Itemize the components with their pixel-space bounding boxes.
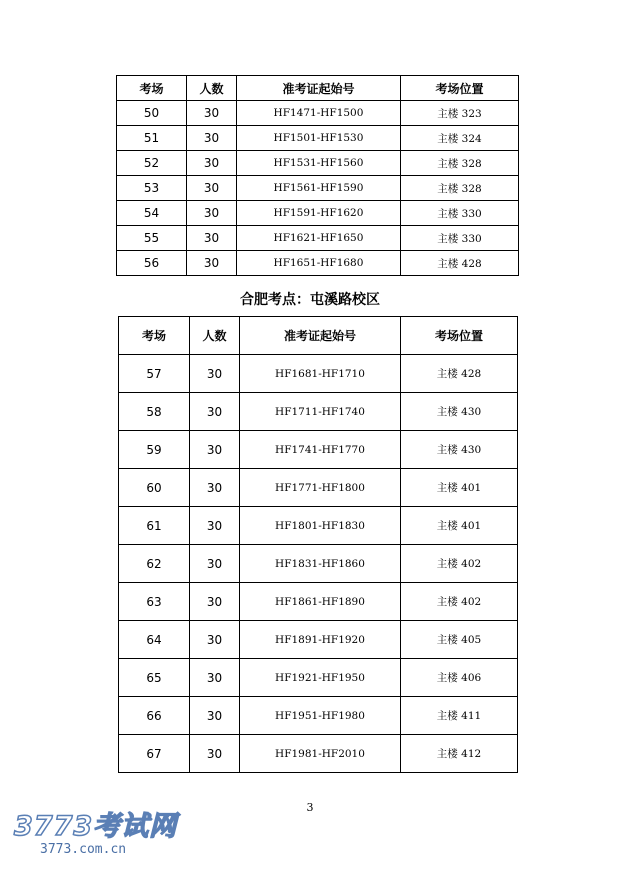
room-cell: 56	[117, 251, 187, 276]
ticket-range-cell: HF1981-HF2010	[240, 735, 401, 773]
room-cell: 52	[117, 151, 187, 176]
location-cell: 主楼 430	[401, 393, 518, 431]
ticket-range-cell: HF1711-HF1740	[240, 393, 401, 431]
table-row	[117, 101, 519, 126]
table-row	[119, 469, 518, 507]
location-cell: 主楼 428	[401, 355, 518, 393]
count-cell: 30	[190, 355, 240, 393]
table-row	[119, 507, 518, 545]
ticket-range-cell: HF1831-HF1860	[240, 545, 401, 583]
room-cell: 55	[117, 226, 187, 251]
count-cell: 30	[190, 469, 240, 507]
location-cell: 主楼 430	[401, 431, 518, 469]
table-row	[119, 583, 518, 621]
location-cell: 主楼 330	[401, 226, 519, 251]
watermark-logo	[14, 812, 177, 858]
room-cell: 53	[117, 176, 187, 201]
location-cell: 主楼 405	[401, 621, 518, 659]
room-cell: 67	[119, 735, 190, 773]
room-cell: 61	[119, 507, 190, 545]
count-cell: 30	[187, 201, 237, 226]
count-cell: 30	[190, 659, 240, 697]
room-cell: 58	[119, 393, 190, 431]
room-cell: 66	[119, 697, 190, 735]
ticket-range-cell: HF1651-HF1680	[237, 251, 401, 276]
count-cell: 30	[190, 545, 240, 583]
room-cell: 54	[117, 201, 187, 226]
table-row	[119, 355, 518, 393]
location-cell: 主楼 428	[401, 251, 519, 276]
location-cell: 主楼 406	[401, 659, 518, 697]
table-row	[117, 151, 519, 176]
table-row	[119, 545, 518, 583]
header-count: 人数	[187, 76, 237, 101]
count-cell: 30	[187, 226, 237, 251]
header-room: 考场	[117, 76, 187, 101]
room-cell: 51	[117, 126, 187, 151]
count-cell: 30	[190, 735, 240, 773]
room-cell: 50	[117, 101, 187, 126]
room-cell: 65	[119, 659, 190, 697]
location-cell: 主楼 324	[401, 126, 519, 151]
count-cell: 30	[187, 176, 237, 201]
ticket-range-cell: HF1801-HF1830	[240, 507, 401, 545]
table-row	[119, 735, 518, 773]
table-row	[117, 201, 519, 226]
count-cell: 30	[190, 583, 240, 621]
count-cell: 30	[190, 431, 240, 469]
ticket-range-cell: HF1531-HF1560	[237, 151, 401, 176]
location-cell: 主楼 402	[401, 583, 518, 621]
ticket-range-cell: HF1891-HF1920	[240, 621, 401, 659]
table-row	[119, 697, 518, 735]
room-cell: 60	[119, 469, 190, 507]
table-row	[117, 251, 519, 276]
count-cell: 30	[190, 507, 240, 545]
ticket-range-cell: HF1471-HF1500	[237, 101, 401, 126]
location-cell: 主楼 328	[401, 176, 519, 201]
room-cell: 63	[119, 583, 190, 621]
ticket-range-cell: HF1561-HF1590	[237, 176, 401, 201]
exam-room-table-1	[116, 75, 519, 276]
location-cell: 主楼 412	[401, 735, 518, 773]
table-row	[117, 176, 519, 201]
room-cell: 57	[119, 355, 190, 393]
room-cell: 62	[119, 545, 190, 583]
ticket-range-cell: HF1921-HF1950	[240, 659, 401, 697]
ticket-range-cell: HF1771-HF1800	[240, 469, 401, 507]
header-location: 考场位置	[401, 317, 518, 355]
ticket-range-cell: HF1621-HF1650	[237, 226, 401, 251]
count-cell: 30	[190, 393, 240, 431]
count-cell: 30	[187, 251, 237, 276]
count-cell: 30	[187, 151, 237, 176]
header-location: 考场位置	[401, 76, 519, 101]
location-cell: 主楼 401	[401, 469, 518, 507]
header-room: 考场	[119, 317, 190, 355]
ticket-range-cell: HF1861-HF1890	[240, 583, 401, 621]
watermark-main-text: 3773考试网	[14, 811, 178, 842]
location-cell: 主楼 411	[401, 697, 518, 735]
table-row	[117, 226, 519, 251]
header-ticket-range: 准考证起始号	[240, 317, 401, 355]
count-cell: 30	[187, 101, 237, 126]
location-cell: 主楼 323	[401, 101, 519, 126]
table-row	[119, 431, 518, 469]
ticket-range-cell: HF1591-HF1620	[237, 201, 401, 226]
location-cell: 主楼 328	[401, 151, 519, 176]
room-cell: 64	[119, 621, 190, 659]
table-body-1	[117, 101, 519, 276]
page-number: 3	[306, 801, 314, 814]
count-cell: 30	[187, 126, 237, 151]
ticket-range-cell: HF1951-HF1980	[240, 697, 401, 735]
table-header-row	[117, 76, 519, 101]
exam-room-table-2	[118, 316, 518, 773]
location-cell: 主楼 401	[401, 507, 518, 545]
table-row	[119, 621, 518, 659]
location-cell: 主楼 402	[401, 545, 518, 583]
room-cell: 59	[119, 431, 190, 469]
header-ticket-range: 准考证起始号	[237, 76, 401, 101]
location-cell: 主楼 330	[401, 201, 519, 226]
ticket-range-cell: HF1501-HF1530	[237, 126, 401, 151]
table-header-row	[119, 317, 518, 355]
watermark-sub-text: 3773.com.cn	[40, 842, 127, 857]
table-body-2	[119, 355, 518, 773]
section-heading: 合肥考点：屯溪路校区	[240, 292, 380, 308]
ticket-range-cell: HF1741-HF1770	[240, 431, 401, 469]
count-cell: 30	[190, 697, 240, 735]
header-count: 人数	[190, 317, 240, 355]
ticket-range-cell: HF1681-HF1710	[240, 355, 401, 393]
count-cell: 30	[190, 621, 240, 659]
table-row	[119, 659, 518, 697]
table-row	[117, 126, 519, 151]
table-row	[119, 393, 518, 431]
